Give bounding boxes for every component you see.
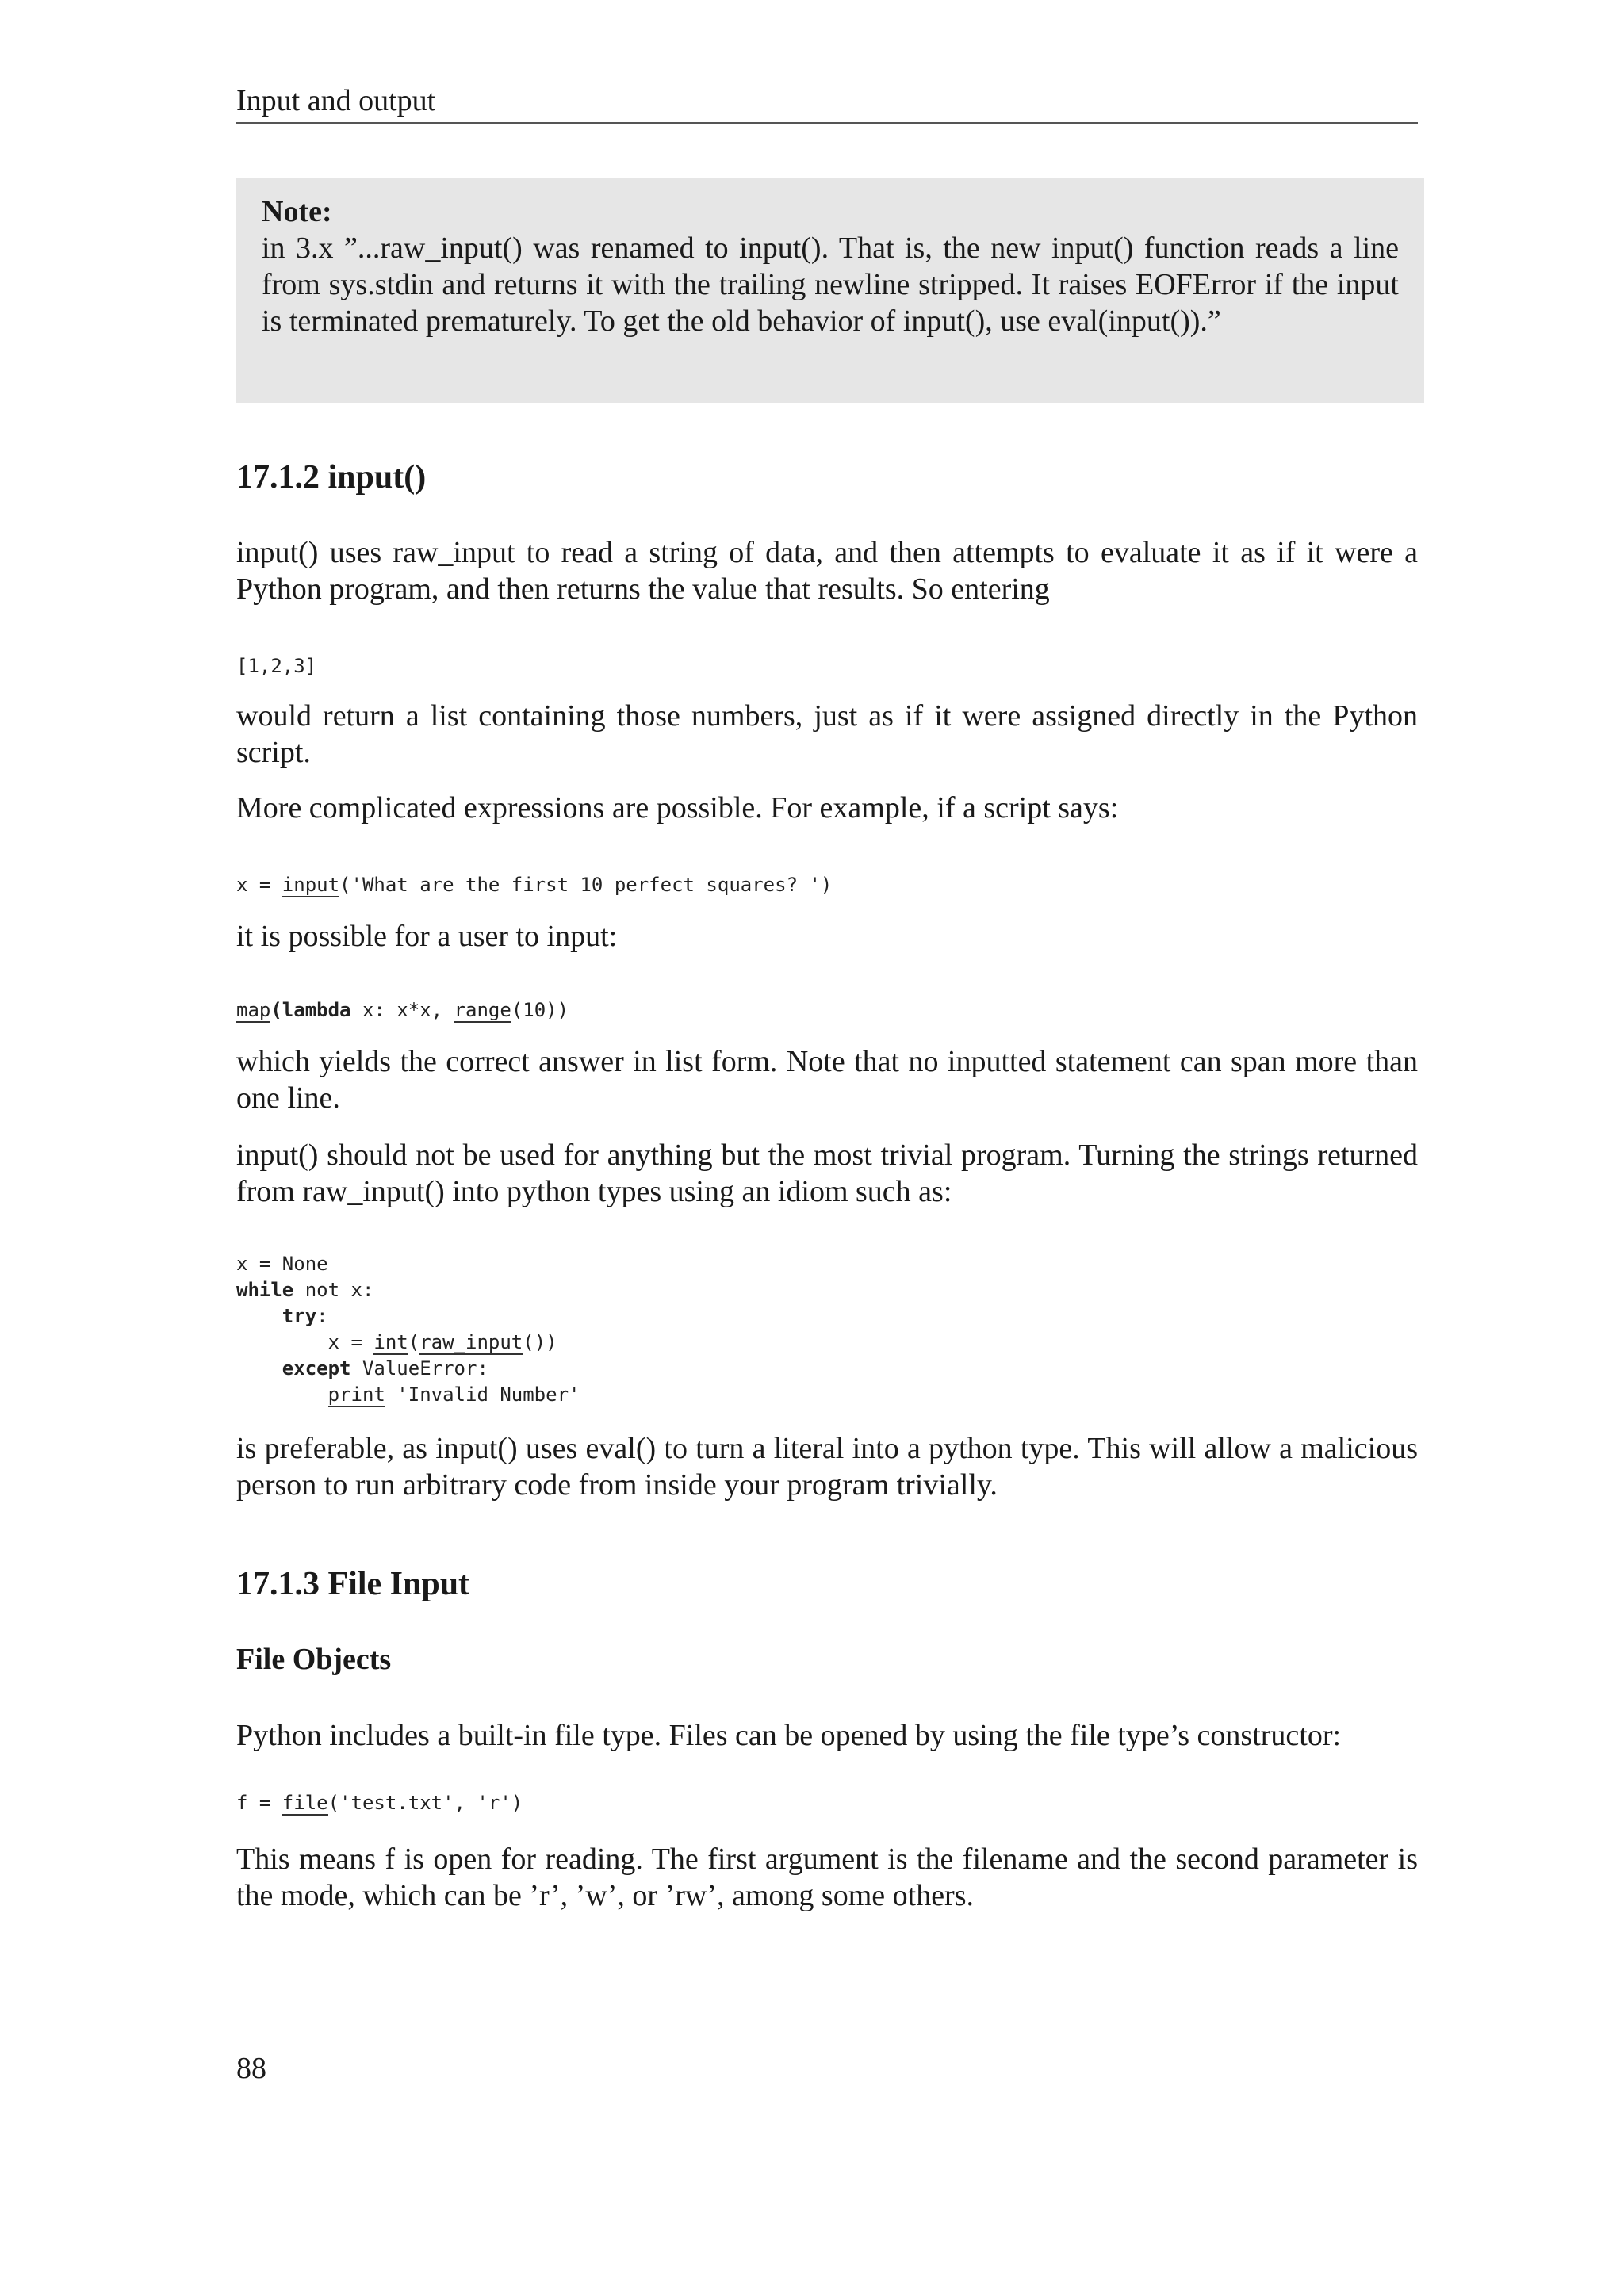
paragraph: would return a list containing those numbers, just as if it were assigned directly in the Python script. <box>236 699 1418 769</box>
code-block: map(lambda x: x*x, range(10)) <box>236 999 569 1021</box>
note-box <box>236 178 1424 403</box>
paragraph: is preferable, as input() uses eval() to turn a literal into a python type. This will allow a malicious person to run arbitrary code from inside your program trivially. <box>236 1432 1418 1502</box>
paragraph: input() uses raw_input to read a string of data, and then attempts to evaluate it as if it were a Python program, and then returns the value that results. So entering <box>236 536 1418 606</box>
section-heading-input: 17.1.2 input() <box>236 459 427 496</box>
note-title: Note: <box>262 195 332 228</box>
section-heading-file-input: 17.1.3 File Input <box>236 1566 470 1602</box>
note-text: in 3.x ”...raw_input() was renamed to input(). That is, the new input() function reads a line from sys.stdin and returns it with the trailing newline stripped. It raises EOFError if the input is terminated prematurely. To get the old behavior of input(), use eval(input()).” <box>262 232 1399 338</box>
paragraph: which yields the correct answer in list form. Note that no inputted statement can span more than one line. <box>236 1045 1418 1115</box>
code-block: x = None while not x: try: x = int(raw_input()) except ValueError: print 'Invalid Number' <box>236 1253 580 1406</box>
paragraph: it is possible for a user to input: <box>236 920 618 953</box>
paragraph: input() should not be used for anything but the most trivial program. Turning the strings returned from raw_input() into python types using an idiom such as: <box>236 1138 1418 1208</box>
code-block: x = input('What are the first 10 perfect squares? ') <box>236 874 833 896</box>
paragraph: More complicated expressions are possible. For example, if a script says: <box>236 791 1119 825</box>
code-block: f = file('test.txt', 'r') <box>236 1792 523 1814</box>
subsection-heading-file-objects: File Objects <box>236 1643 392 1676</box>
code-block: [1,2,3] <box>236 655 317 677</box>
running-header: Input and output <box>236 79 1418 124</box>
paragraph: This means f is open for reading. The first argument is the filename and the second parameter is the mode, which can be ’r’, ’w’, or ’rw’, among some others. <box>236 1843 1418 1912</box>
page-number: 88 <box>236 2052 266 2085</box>
paragraph: Python includes a built-in file type. Files can be opened by using the file type’s constructor: <box>236 1719 1342 1752</box>
